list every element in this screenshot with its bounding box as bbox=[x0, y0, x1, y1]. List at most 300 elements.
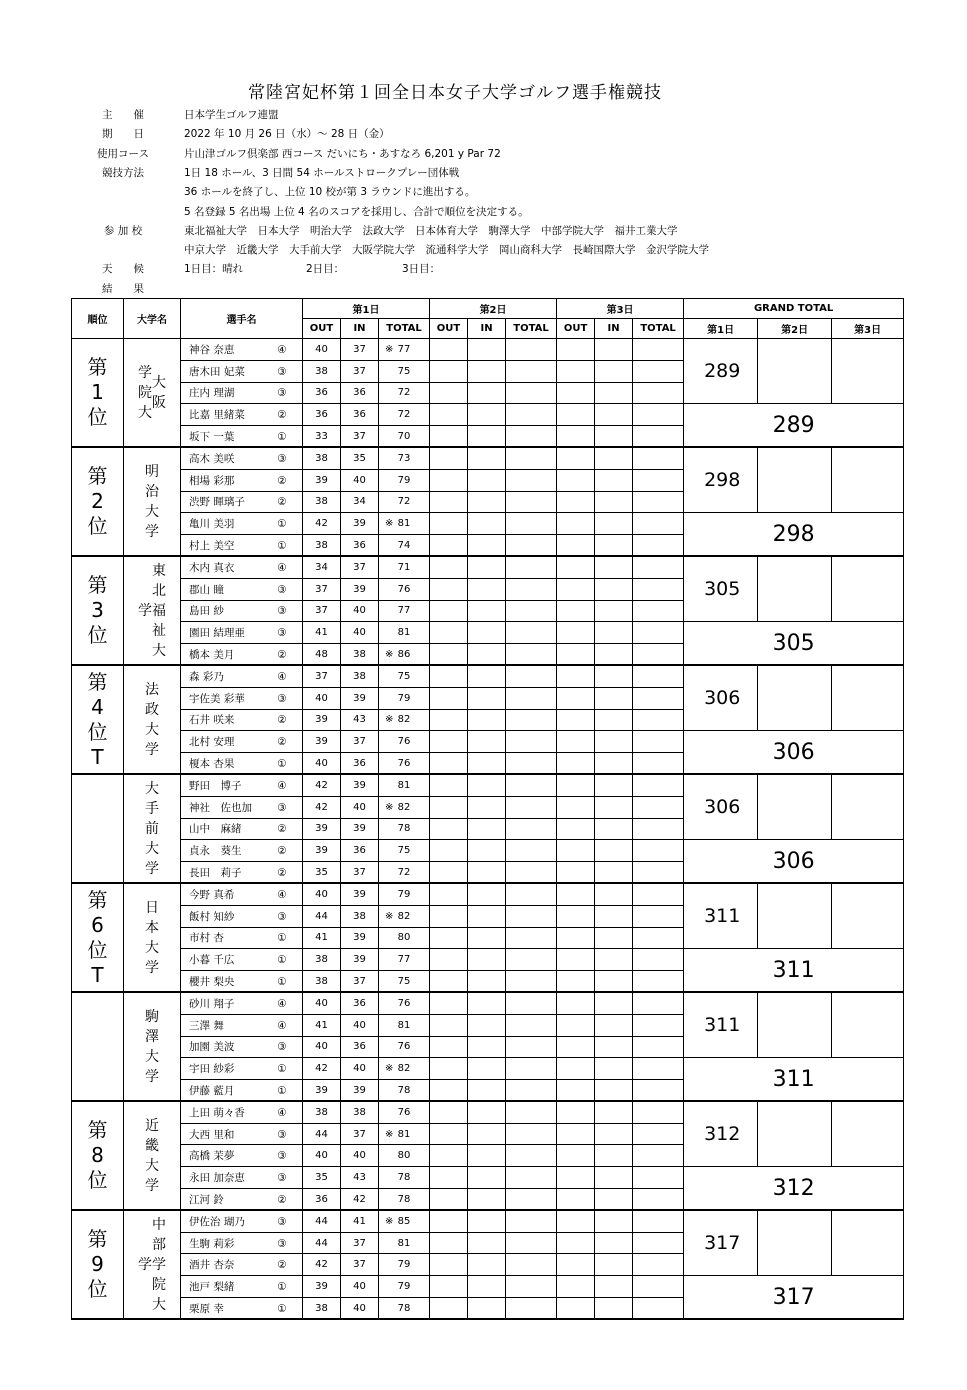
score-empty bbox=[430, 1123, 468, 1145]
score-empty bbox=[468, 818, 506, 840]
player-name-cell bbox=[181, 818, 303, 840]
score-empty bbox=[595, 535, 633, 557]
score-total-value: 75 bbox=[397, 845, 411, 857]
grand-day3-total bbox=[832, 883, 904, 948]
grand-total: 312 bbox=[684, 1167, 904, 1211]
info-label: 参 加 校 bbox=[103, 224, 143, 237]
score-total-value: 79 bbox=[397, 1259, 411, 1271]
score-out: 33 bbox=[303, 426, 341, 448]
score-in: 37 bbox=[341, 731, 379, 753]
score-empty bbox=[506, 1036, 557, 1058]
header-in: IN bbox=[595, 319, 633, 339]
score-empty bbox=[468, 1036, 506, 1058]
grand-total: 298 bbox=[684, 513, 904, 557]
score-empty bbox=[633, 600, 684, 622]
score-empty bbox=[557, 469, 595, 491]
score-empty bbox=[633, 339, 684, 361]
score-empty bbox=[430, 1189, 468, 1211]
score-in: 39 bbox=[341, 1080, 379, 1102]
score-empty bbox=[633, 731, 684, 753]
score-out: 38 bbox=[303, 949, 341, 971]
score-empty bbox=[468, 1080, 506, 1102]
player-grade: ① bbox=[277, 1281, 287, 1294]
score-empty bbox=[506, 1276, 557, 1298]
player-name: 北村 安理 bbox=[189, 736, 235, 749]
score-in: 40 bbox=[341, 1145, 379, 1167]
score-in: 37 bbox=[341, 862, 379, 884]
score-out: 44 bbox=[303, 905, 341, 927]
score-table bbox=[71, 298, 904, 1320]
score-empty bbox=[506, 535, 557, 557]
info-label: 競技方法 bbox=[102, 166, 144, 179]
team-university-text: 東北福祉大 bbox=[151, 562, 166, 659]
score-empty bbox=[633, 1014, 684, 1036]
player-name-cell bbox=[181, 1036, 303, 1058]
score-in: 39 bbox=[341, 883, 379, 905]
player-grade: ③ bbox=[277, 910, 287, 923]
score-empty bbox=[468, 1167, 506, 1189]
player-name-cell bbox=[181, 687, 303, 709]
score-empty bbox=[557, 556, 595, 578]
grand-day2-total bbox=[758, 992, 832, 1057]
score-empty bbox=[468, 1058, 506, 1080]
score-total-value: 82 bbox=[397, 1063, 411, 1075]
dropped-score-mark: ※ bbox=[385, 714, 394, 726]
player-name: 比嘉 里緒菜 bbox=[189, 409, 245, 422]
score-out: 44 bbox=[303, 1123, 341, 1145]
score-empty bbox=[430, 426, 468, 448]
score-empty bbox=[595, 709, 633, 731]
score-empty bbox=[557, 404, 595, 426]
score-total bbox=[379, 665, 430, 687]
score-total-value: 72 bbox=[397, 409, 411, 421]
team-rank-text: 第3位 bbox=[87, 573, 108, 648]
score-empty bbox=[595, 753, 633, 775]
score-empty bbox=[468, 796, 506, 818]
score-empty bbox=[633, 1036, 684, 1058]
player-name: 榎本 杏果 bbox=[189, 757, 235, 770]
score-empty bbox=[468, 447, 506, 469]
team-university bbox=[124, 774, 181, 883]
score-empty bbox=[506, 687, 557, 709]
player-name: 伊藤 藍月 bbox=[189, 1084, 235, 1097]
dropped-score-mark: ※ bbox=[385, 1128, 394, 1140]
score-empty bbox=[595, 992, 633, 1014]
table-row bbox=[72, 513, 904, 535]
score-empty bbox=[633, 796, 684, 818]
info-text: 片山津ゴルフ倶楽部 西コース だいにち・あすなろ 6,201 y Par 72 bbox=[184, 147, 501, 160]
score-total bbox=[379, 905, 430, 927]
score-out: 42 bbox=[303, 1254, 341, 1276]
score-out: 39 bbox=[303, 1080, 341, 1102]
score-in: 43 bbox=[341, 709, 379, 731]
score-empty bbox=[430, 818, 468, 840]
team-university-text: 学 bbox=[137, 602, 152, 619]
score-empty bbox=[633, 644, 684, 666]
score-in: 36 bbox=[341, 382, 379, 404]
score-empty bbox=[430, 687, 468, 709]
score-in: 37 bbox=[341, 971, 379, 993]
score-total bbox=[379, 1058, 430, 1080]
team-university-text: 駒澤大学 bbox=[145, 1008, 159, 1085]
score-empty bbox=[430, 339, 468, 361]
score-out: 40 bbox=[303, 339, 341, 361]
header-total: TOTAL bbox=[506, 319, 557, 339]
score-empty bbox=[468, 1101, 506, 1123]
score-total bbox=[379, 382, 430, 404]
score-empty bbox=[506, 1101, 557, 1123]
score-empty bbox=[633, 1080, 684, 1102]
player-name-cell bbox=[181, 1145, 303, 1167]
score-total-value: 72 bbox=[397, 496, 411, 508]
table-row bbox=[72, 774, 904, 796]
score-empty bbox=[557, 1167, 595, 1189]
score-empty bbox=[506, 469, 557, 491]
team-university bbox=[124, 556, 181, 665]
score-total-value: 78 bbox=[397, 1193, 411, 1205]
score-out: 35 bbox=[303, 1167, 341, 1189]
score-total-value: 82 bbox=[397, 801, 411, 813]
score-total-value: 81 bbox=[397, 1019, 411, 1031]
score-in: 40 bbox=[341, 469, 379, 491]
score-total bbox=[379, 1014, 430, 1036]
score-empty bbox=[557, 578, 595, 600]
score-total-value: 79 bbox=[397, 474, 411, 486]
table-row bbox=[72, 1101, 904, 1123]
score-empty bbox=[595, 818, 633, 840]
score-empty bbox=[633, 1298, 684, 1320]
player-grade: ③ bbox=[277, 365, 287, 378]
score-in: 37 bbox=[341, 360, 379, 382]
score-empty bbox=[557, 1014, 595, 1036]
team-rank-text: 第8位 bbox=[87, 1118, 108, 1193]
score-empty bbox=[430, 840, 468, 862]
score-empty bbox=[468, 971, 506, 993]
score-empty bbox=[595, 927, 633, 949]
score-empty bbox=[506, 556, 557, 578]
score-empty bbox=[430, 404, 468, 426]
score-empty bbox=[430, 1276, 468, 1298]
table-row bbox=[72, 731, 904, 753]
score-empty bbox=[557, 1123, 595, 1145]
team-rank bbox=[72, 774, 124, 883]
score-empty bbox=[633, 1123, 684, 1145]
score-empty bbox=[506, 1298, 557, 1320]
score-empty bbox=[430, 1254, 468, 1276]
player-grade: ② bbox=[277, 409, 287, 422]
score-in: 40 bbox=[341, 622, 379, 644]
score-total-value: 72 bbox=[397, 387, 411, 399]
dropped-score-mark: ※ bbox=[385, 343, 394, 355]
header-grand-day1: 第1日 bbox=[684, 319, 758, 339]
score-empty bbox=[595, 1167, 633, 1189]
header-day2: 第2日 bbox=[430, 299, 557, 319]
info-text: 1日 18 ホール、3 日間 54 ホールストロークプレー団体戦 bbox=[184, 166, 460, 179]
table-row bbox=[72, 949, 904, 971]
header-total: TOTAL bbox=[633, 319, 684, 339]
score-empty bbox=[595, 382, 633, 404]
score-empty bbox=[595, 513, 633, 535]
score-total bbox=[379, 687, 430, 709]
score-out: 41 bbox=[303, 927, 341, 949]
score-empty bbox=[430, 796, 468, 818]
score-empty bbox=[430, 1167, 468, 1189]
score-total-value: 78 bbox=[397, 1302, 411, 1314]
dropped-score-mark: ※ bbox=[385, 1063, 394, 1075]
weather-values bbox=[184, 261, 440, 276]
team-university bbox=[124, 339, 181, 448]
score-empty bbox=[557, 971, 595, 993]
score-out: 38 bbox=[303, 491, 341, 513]
score-out: 37 bbox=[303, 578, 341, 600]
team-university bbox=[124, 447, 181, 556]
score-in: 38 bbox=[341, 665, 379, 687]
team-rank bbox=[72, 665, 124, 774]
score-empty bbox=[430, 992, 468, 1014]
player-name-cell bbox=[181, 1101, 303, 1123]
score-empty bbox=[468, 1123, 506, 1145]
team-rank bbox=[72, 992, 124, 1101]
score-empty bbox=[595, 1189, 633, 1211]
score-empty bbox=[557, 1276, 595, 1298]
score-in: 36 bbox=[341, 535, 379, 557]
score-empty bbox=[506, 1014, 557, 1036]
player-name-cell bbox=[181, 992, 303, 1014]
grand-day3-total bbox=[832, 339, 904, 404]
player-name: 相場 彩那 bbox=[189, 474, 235, 487]
score-in: 39 bbox=[341, 927, 379, 949]
player-name: 櫻井 梨央 bbox=[189, 975, 235, 988]
player-grade: ① bbox=[277, 932, 287, 945]
weather-label: 天 候 bbox=[102, 263, 144, 276]
score-empty bbox=[430, 513, 468, 535]
player-grade: ② bbox=[277, 474, 287, 487]
score-empty bbox=[557, 622, 595, 644]
score-empty bbox=[557, 883, 595, 905]
grand-day1-total: 317 bbox=[684, 1210, 758, 1275]
score-total bbox=[379, 731, 430, 753]
score-total bbox=[379, 1123, 430, 1145]
score-empty bbox=[506, 1167, 557, 1189]
player-grade: ① bbox=[277, 1302, 287, 1315]
score-empty bbox=[506, 709, 557, 731]
score-in: 36 bbox=[341, 1036, 379, 1058]
score-total-value: 73 bbox=[397, 453, 411, 465]
player-grade: ② bbox=[277, 866, 287, 879]
score-total bbox=[379, 709, 430, 731]
score-in: 34 bbox=[341, 491, 379, 513]
score-in: 42 bbox=[341, 1189, 379, 1211]
score-empty bbox=[430, 1298, 468, 1320]
score-in: 35 bbox=[341, 447, 379, 469]
player-grade: ④ bbox=[277, 780, 287, 793]
score-total-value: 82 bbox=[397, 714, 411, 726]
player-grade: ① bbox=[277, 1084, 287, 1097]
score-out: 36 bbox=[303, 382, 341, 404]
score-empty bbox=[633, 426, 684, 448]
player-name: 加園 美波 bbox=[189, 1041, 235, 1054]
score-empty bbox=[595, 644, 633, 666]
score-total-value: 75 bbox=[397, 975, 411, 987]
score-empty bbox=[595, 971, 633, 993]
player-name-cell bbox=[181, 622, 303, 644]
player-name-cell bbox=[181, 1123, 303, 1145]
score-empty bbox=[633, 862, 684, 884]
grand-day2-total bbox=[758, 556, 832, 621]
player-name-cell bbox=[181, 1276, 303, 1298]
score-empty bbox=[633, 687, 684, 709]
score-empty bbox=[633, 447, 684, 469]
score-total bbox=[379, 796, 430, 818]
score-empty bbox=[430, 971, 468, 993]
grand-day2-total bbox=[758, 447, 832, 512]
score-empty bbox=[430, 1145, 468, 1167]
player-grade: ④ bbox=[277, 562, 287, 575]
player-name: 市村 杏 bbox=[189, 932, 224, 945]
score-in: 39 bbox=[341, 513, 379, 535]
score-total bbox=[379, 1232, 430, 1254]
info-label: 期 日 bbox=[102, 128, 144, 141]
score-empty bbox=[468, 774, 506, 796]
header-univ: 大学名 bbox=[124, 299, 181, 339]
grand-day2-total bbox=[758, 774, 832, 839]
score-in: 36 bbox=[341, 840, 379, 862]
dropped-score-mark: ※ bbox=[385, 801, 394, 813]
score-empty bbox=[468, 1232, 506, 1254]
player-grade: ④ bbox=[277, 998, 287, 1011]
score-total-value: 76 bbox=[397, 736, 411, 748]
score-empty bbox=[633, 1145, 684, 1167]
player-name-cell bbox=[181, 709, 303, 731]
score-empty bbox=[633, 1101, 684, 1123]
grand-total: 317 bbox=[684, 1276, 904, 1320]
weather-day2: 2日目： bbox=[306, 263, 345, 276]
score-in: 40 bbox=[341, 1276, 379, 1298]
score-empty bbox=[468, 469, 506, 491]
info-text: 日本学生ゴルフ連盟 bbox=[184, 109, 279, 121]
score-empty bbox=[633, 883, 684, 905]
player-grade: ② bbox=[277, 1193, 287, 1206]
score-in: 37 bbox=[341, 1123, 379, 1145]
table-row bbox=[72, 665, 904, 687]
player-grade: ③ bbox=[277, 387, 287, 400]
score-empty bbox=[595, 796, 633, 818]
score-empty bbox=[633, 971, 684, 993]
score-total-value: 70 bbox=[397, 430, 411, 442]
score-empty bbox=[506, 840, 557, 862]
score-total-value: 76 bbox=[397, 1107, 411, 1119]
player-name-cell bbox=[181, 1058, 303, 1080]
score-empty bbox=[506, 971, 557, 993]
player-grade: ① bbox=[277, 954, 287, 967]
player-grade: ③ bbox=[277, 1216, 287, 1229]
score-total-value: 77 bbox=[397, 343, 411, 355]
team-university-text: 中部学院大 bbox=[151, 1216, 166, 1313]
score-empty bbox=[506, 949, 557, 971]
player-name: 三澤 舞 bbox=[189, 1019, 224, 1032]
score-empty bbox=[557, 1298, 595, 1320]
score-total-value: 74 bbox=[397, 539, 411, 551]
player-name: 森 彩乃 bbox=[189, 671, 224, 684]
player-grade: ② bbox=[277, 714, 287, 727]
score-total bbox=[379, 426, 430, 448]
player-name-cell bbox=[181, 404, 303, 426]
player-name-cell bbox=[181, 360, 303, 382]
info-text: 2022 年 10 月 26 日（水）～ 28 日（金） bbox=[184, 128, 390, 141]
grand-day1-total: 305 bbox=[684, 556, 758, 621]
grand-day3-total bbox=[832, 447, 904, 512]
player-name-cell bbox=[181, 426, 303, 448]
score-empty bbox=[633, 556, 684, 578]
score-total-value: 77 bbox=[397, 605, 411, 617]
header-grand-day2: 第2日 bbox=[758, 319, 832, 339]
team-rank bbox=[72, 556, 124, 665]
team-rank bbox=[72, 1101, 124, 1210]
table-row bbox=[72, 840, 904, 862]
player-grade: ① bbox=[277, 430, 287, 443]
score-empty bbox=[595, 1101, 633, 1123]
player-name-cell bbox=[181, 905, 303, 927]
score-empty bbox=[557, 447, 595, 469]
player-grade: ③ bbox=[277, 692, 287, 705]
player-name-cell bbox=[181, 665, 303, 687]
player-name: 橋本 美月 bbox=[189, 648, 235, 661]
score-empty bbox=[633, 469, 684, 491]
score-empty bbox=[557, 426, 595, 448]
score-empty bbox=[557, 840, 595, 862]
player-name-cell bbox=[181, 927, 303, 949]
player-grade: ② bbox=[277, 1259, 287, 1272]
player-name: 栗原 幸 bbox=[189, 1302, 224, 1315]
score-empty bbox=[506, 753, 557, 775]
table-row bbox=[72, 1210, 904, 1232]
score-in: 40 bbox=[341, 1058, 379, 1080]
score-empty bbox=[506, 578, 557, 600]
score-total bbox=[379, 404, 430, 426]
score-total bbox=[379, 1189, 430, 1211]
player-name-cell bbox=[181, 339, 303, 361]
score-total bbox=[379, 1101, 430, 1123]
player-name-cell bbox=[181, 862, 303, 884]
score-empty bbox=[506, 796, 557, 818]
player-name-cell bbox=[181, 1210, 303, 1232]
score-empty bbox=[506, 382, 557, 404]
score-total bbox=[379, 578, 430, 600]
score-empty bbox=[506, 1145, 557, 1167]
player-name: 上田 萌々香 bbox=[189, 1107, 245, 1120]
score-empty bbox=[468, 1189, 506, 1211]
score-empty bbox=[506, 818, 557, 840]
score-out: 38 bbox=[303, 971, 341, 993]
score-empty bbox=[506, 862, 557, 884]
score-empty bbox=[595, 1036, 633, 1058]
team-university bbox=[124, 1210, 181, 1319]
player-name-cell bbox=[181, 1014, 303, 1036]
score-total-value: 71 bbox=[397, 562, 411, 574]
score-in: 38 bbox=[341, 905, 379, 927]
team-university bbox=[124, 883, 181, 992]
score-out: 40 bbox=[303, 1145, 341, 1167]
score-in: 39 bbox=[341, 578, 379, 600]
player-name-cell bbox=[181, 949, 303, 971]
score-total bbox=[379, 491, 430, 513]
score-empty bbox=[468, 665, 506, 687]
score-out: 38 bbox=[303, 1298, 341, 1320]
score-empty bbox=[468, 513, 506, 535]
score-total-value: 79 bbox=[397, 692, 411, 704]
score-out: 39 bbox=[303, 709, 341, 731]
player-name: 宇佐美 彩華 bbox=[189, 692, 245, 705]
